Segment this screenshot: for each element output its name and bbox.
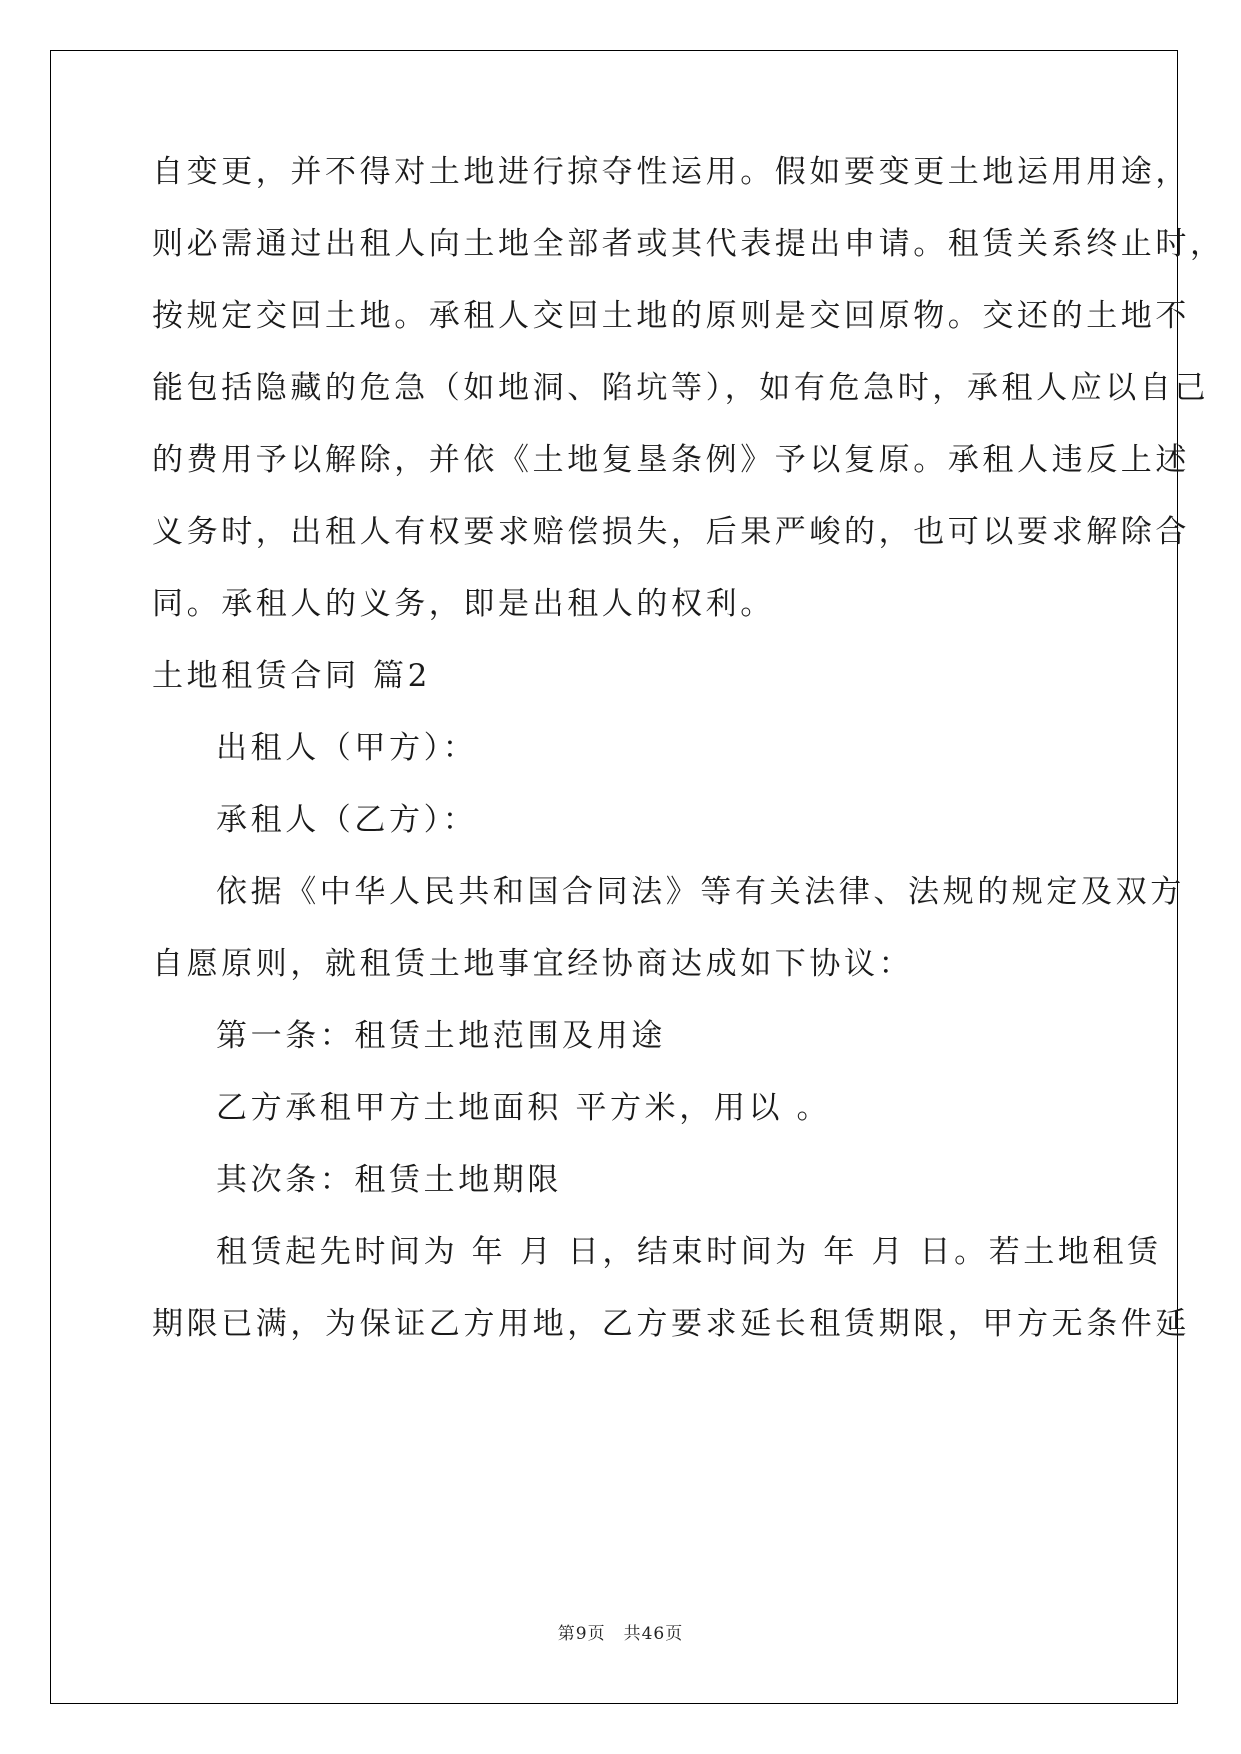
paragraph-line: 的费用予以解除，并依《土地复垦条例》予以复原。承租人违反上述 <box>152 442 1190 478</box>
paragraph-line: 租赁起先时间为 年 月 日，结束时间为 年 月 日。若土地租赁 <box>216 1234 1162 1270</box>
section-heading: 土地租赁合同 篇2 <box>152 658 431 694</box>
page-number-footer: 第9页 共46页 <box>557 1624 684 1644</box>
article-heading: 第一条：租赁土地范围及用途 <box>216 1018 666 1054</box>
paragraph-line: 依据《中华人民共和国合同法》等有关法律、法规的规定及双方 <box>216 874 1185 910</box>
lessee-field: 承租人（乙方）： <box>216 802 478 838</box>
paragraph-line: 同。承租人的义务，即是出租人的权利。 <box>152 586 775 622</box>
article-heading: 其次条：租赁土地期限 <box>216 1162 562 1198</box>
paragraph-line: 自愿原则，就租赁土地事宜经协商达成如下协议： <box>152 946 914 982</box>
paragraph-line: 能包括隐藏的危急（如地洞、陷坑等），如有危急时，承租人应以自己 <box>152 370 1210 406</box>
paragraph-line: 义务时，出租人有权要求赔偿损失，后果严峻的，也可以要求解除合 <box>152 514 1190 550</box>
lessor-field: 出租人（甲方）： <box>216 730 478 766</box>
paragraph-line: 按规定交回土地。承租人交回土地的原则是交回原物。交还的土地不 <box>152 298 1190 334</box>
paragraph-line: 自变更，并不得对土地进行掠夺性运用。假如要变更土地运用用途， <box>152 154 1190 190</box>
paragraph-line: 乙方承租甲方土地面积 平方米，用以 。 <box>216 1090 832 1126</box>
paragraph-line: 则必需通过出租人向土地全部者或其代表提出申请。租赁关系终止时， <box>152 226 1225 262</box>
paragraph-line: 期限已满，为保证乙方用地，乙方要求延长租赁期限，甲方无条件延 <box>152 1306 1190 1342</box>
